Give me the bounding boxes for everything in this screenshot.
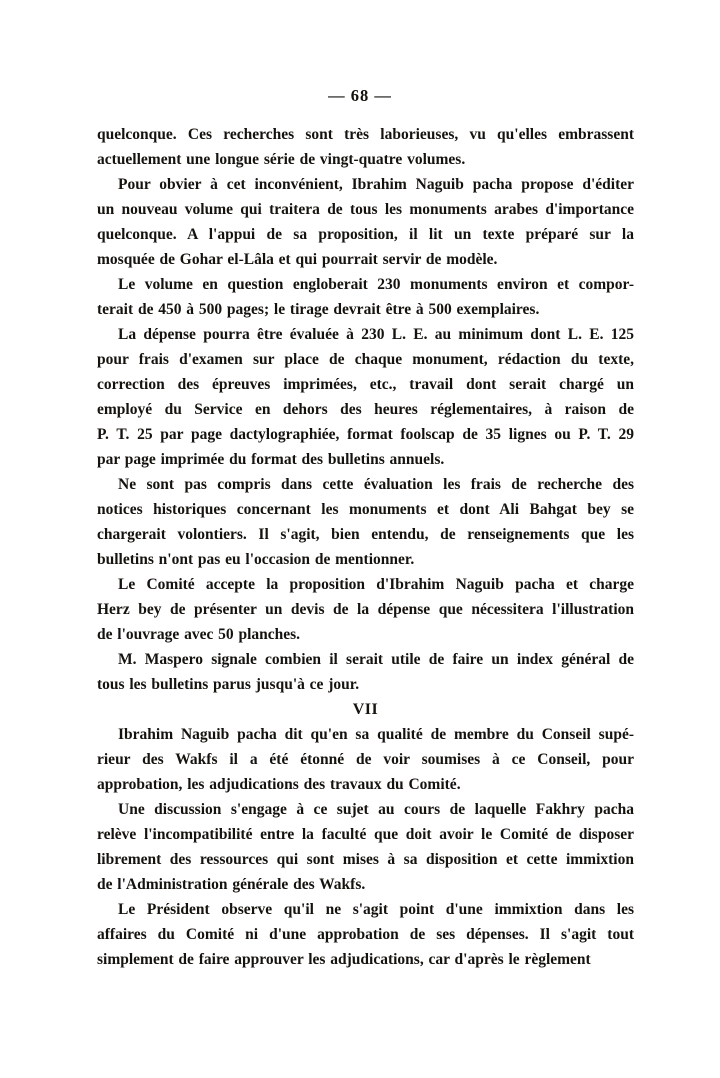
paragraph — [97, 797, 634, 897]
page-number: — 68 — — [328, 86, 392, 105]
section-heading: VII — [352, 701, 379, 718]
text-line: affaires du Comité ni d'une approbation de ses dépenses. Il s'agit tout — [97, 926, 634, 943]
paragraph — [97, 897, 634, 972]
text-line: librement des ressources qui sont mises à sa disposition et cette immixtion — [97, 851, 634, 868]
text-line: notices historiques concernant les monuments et dont Ali Bahgat bey se — [97, 501, 634, 518]
text-line: P. T. 25 par page dactylographiée, format foolscap de 35 lignes ou P. T. 29 — [97, 426, 634, 443]
text-line: de l'Administration générale des Wakfs. — [97, 876, 366, 893]
text-line: Ibrahim Naguib pacha dit qu'en sa qualité de membre du Conseil supé- — [118, 726, 634, 743]
paragraph — [97, 122, 634, 172]
paragraph — [97, 472, 634, 572]
text-line: Pour obvier à cet inconvénient, Ibrahim Naguib pacha propose d'éditer — [118, 176, 634, 193]
text-line: Le Président observe qu'il ne s'agit point d'une immixtion dans les — [118, 901, 634, 918]
text-line: Herz bey de présenter un devis de la dépense que nécessitera l'illustration — [97, 601, 634, 618]
text-line: approbation, les adjudications des travaux du Comité. — [97, 776, 461, 793]
paragraph — [97, 647, 634, 697]
text-line: un nouveau volume qui traitera de tous les monuments arabes d'importance — [97, 201, 634, 218]
paragraph — [97, 322, 634, 472]
text-line: chargerait volontiers. Il s'agit, bien entendu, de renseignements que les — [97, 526, 634, 543]
text-line: actuellement une longue série de vingt-quatre volumes. — [97, 151, 466, 168]
text-line: terait de 450 à 500 pages; le tirage devrait être à 500 exemplaires. — [97, 301, 540, 318]
paragraph — [97, 172, 634, 272]
paragraph — [97, 722, 634, 797]
text-body — [97, 122, 634, 972]
paragraph — [97, 272, 634, 322]
text-line: bulletins n'ont pas eu l'occasion de mentionner. — [97, 551, 415, 568]
text-line: employé du Service en dehors des heures réglementaires, à raison de — [97, 401, 634, 418]
paragraph — [97, 572, 634, 647]
text-line: tous les bulletins parus jusqu'à ce jour. — [97, 676, 360, 693]
text-line: de l'ouvrage avec 50 planches. — [97, 626, 301, 643]
text-line: mosquée de Gohar el-Lâla et qui pourrait servir de modèle. — [97, 251, 498, 268]
text-line: Ne sont pas compris dans cette évaluation les frais de recherche des — [118, 476, 634, 493]
text-line: rieur des Wakfs il a été étonné de voir soumises à ce Conseil, pour — [97, 751, 634, 768]
text-line: M. Maspero signale combien il serait utile de faire un index général de — [118, 651, 634, 668]
text-line: Le Comité accepte la proposition d'Ibrahim Naguib pacha et charge — [118, 576, 634, 593]
text-line: Une discussion s'engage à ce sujet au cours de laquelle Fakhry pacha — [118, 801, 634, 818]
text-line: La dépense pourra être évaluée à 230 L. E. au minimum dont L. E. 125 — [118, 326, 634, 343]
text-line: simplement de faire approuver les adjudications, car d'après le règlement — [97, 951, 591, 968]
text-line: Le volume en question engloberait 230 monuments environ et compor- — [118, 276, 634, 293]
text-line: par page imprimée du format des bulletins annuels. — [97, 451, 445, 468]
text-line: relève l'incompatibilité entre la faculté que doit avoir le Comité de disposer — [97, 826, 634, 843]
text-line: quelconque. A l'appui de sa proposition, il lit un texte préparé sur la — [97, 226, 634, 243]
text-line: pour frais d'examen sur place de chaque monument, rédaction du texte, — [97, 351, 634, 368]
text-line: correction des épreuves imprimées, etc., travail dont serait chargé un — [97, 376, 634, 393]
text-line: quelconque. Ces recherches sont très laborieuses, vu qu'elles embrassent — [97, 126, 634, 143]
